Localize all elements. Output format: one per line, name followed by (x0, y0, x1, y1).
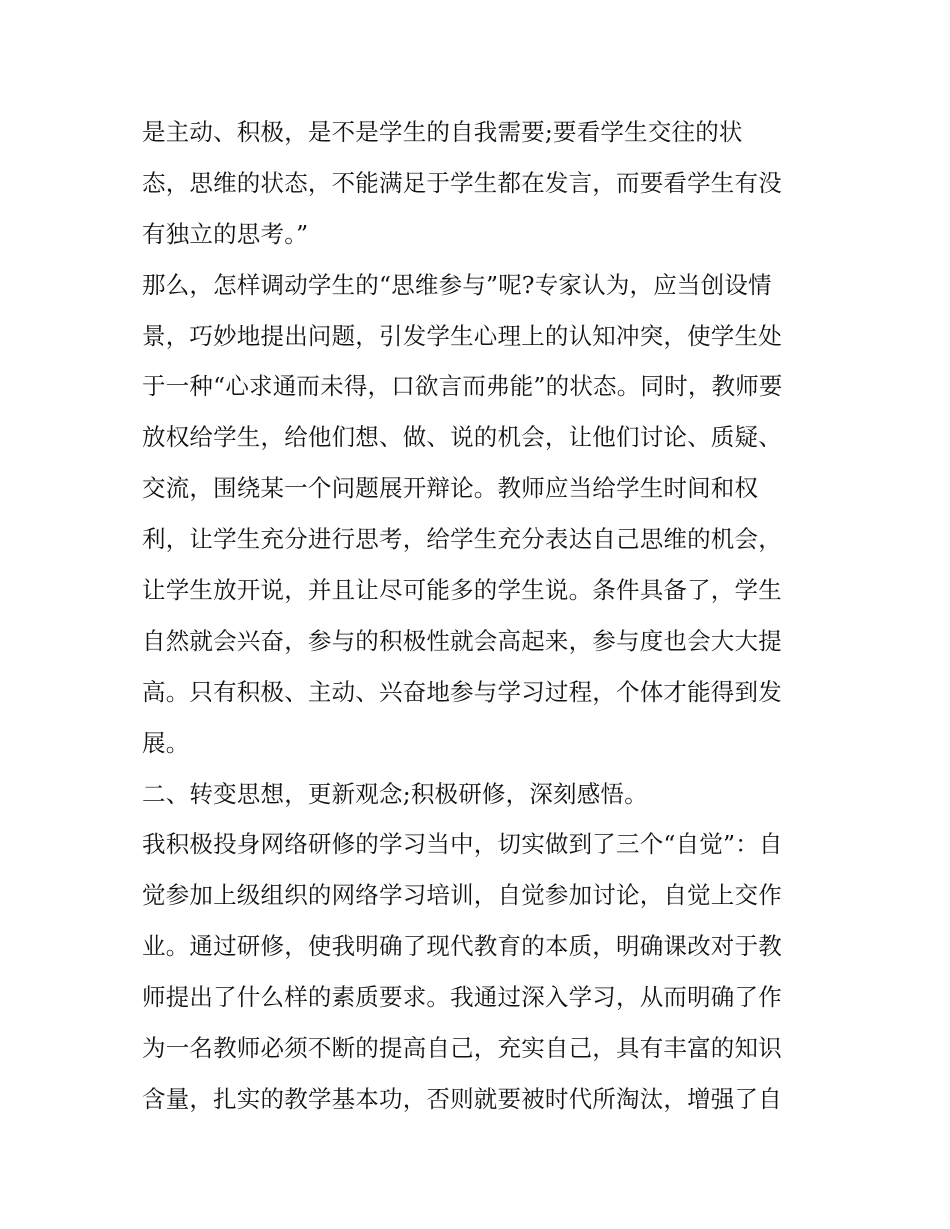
text-line: 是主动、积极，是不是学生的自我需要;要看学生交往的状 (142, 118, 743, 146)
text-line: 觉参加上级组织的网络学习培训，自觉参加讨论，自觉上交作 (142, 881, 782, 910)
text-line: 态，思维的状态，不能满足于学生都在发言，而要看学生有没 (142, 168, 782, 197)
text-line: 让学生放开说，并且让尽可能多的学生说。条件具备了，学生 (142, 576, 782, 605)
text-line: 自然就会兴奋，参与的积极性就会高起来，参与度也会大大提 (142, 626, 782, 655)
text-line: 景，巧妙地提出问题，引发学生心理上的认知冲突，使学生处 (142, 321, 782, 350)
text-line: 有独立的思考。” (142, 219, 309, 248)
text-line: 交流，围绕某一个问题展开辩论。教师应当给学生时间和权 (142, 474, 759, 503)
text-line: 业。通过研修，使我明确了现代教育的本质，明确课改对于教 (142, 932, 782, 961)
section-heading: 二、转变思想，更新观念;积极研修，深刻感悟。 (142, 779, 648, 808)
text-line: 利，让学生充分进行思考，给学生充分表达自己思维的机会， (142, 525, 782, 554)
text-line: 于一种“心求通而未得，口欲言而弗能”的状态。同时，教师要 (142, 372, 783, 401)
text-line: 含量，扎实的教学基本功，否则就要被时代所淘汰，增强了自 (142, 1084, 782, 1113)
text-line: 放权给学生，给他们想、做、说的机会，让他们讨论、质疑、 (142, 423, 782, 452)
document-body (142, 107, 814, 1125)
text-line: 高。只有积极、主动、兴奋地参与学习过程，个体才能得到发 (142, 677, 782, 706)
text-line: 我积极投身网络研修的学习当中，切实做到了三个“自觉”：自 (142, 830, 783, 859)
text-line: 为一名教师必须不断的提高自己，充实自己，具有丰富的知识 (142, 1034, 782, 1063)
text-line: 那么，怎样调动学生的“思维参与”呢?专家认为，应当创设情 (142, 270, 772, 299)
text-line: 师提出了什么样的素质要求。我通过深入学习，从而明确了作 (142, 983, 782, 1012)
text-line: 展。 (142, 728, 190, 757)
